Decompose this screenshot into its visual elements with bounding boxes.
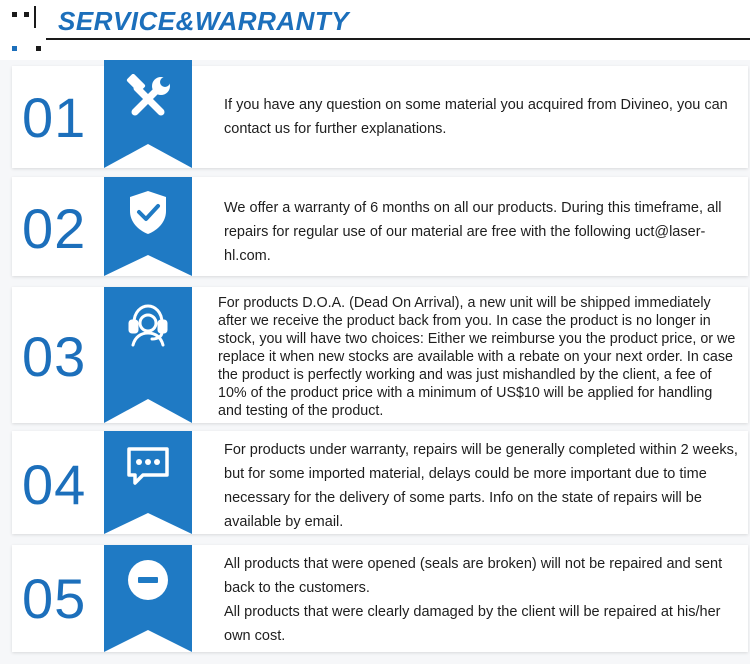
service-item [12,66,748,168]
section-header [0,0,750,60]
item-ribbon [104,60,192,168]
service-item [12,287,748,423]
header-underline [46,38,750,40]
minus-circle-icon [123,555,173,605]
service-item [12,431,748,534]
item-ribbon [104,545,192,652]
item-paragraph: All products that were opened (seals are broken) will not be repaired and sent back to the customers. [224,556,723,596]
item-paragraph: If you have any question on some material you acquired from Divineo, you can contact us for further explanations. [224,97,728,137]
item-number: 03 [22,325,87,388]
chat-bubble-icon [123,441,173,491]
header-decor-square [24,12,29,17]
tools-icon [123,74,173,124]
item-paragraph: For products under warranty, repairs will be generally completed within 2 weeks, but for some imported material, delays could be more important due to time necessary for the delivery of some parts. Info on the state of repairs will be available by email. [224,442,738,530]
item-text [224,438,740,534]
item-paragraph: For products D.O.A. (Dead On Arrival), a new unit will be shipped immediately after we receive the product back from you. In case the product is no longer in stock, you will have two choices: Either we reimburse you the product price, or we replace it when new stocks are available with a rebate on your next order. In case the product is perfectly working and was just mishandled by the client, a fee of 10% of the product price with a minimum of US$10 will be applied for handling and testing of the product. [218,295,736,419]
item-ribbon [104,177,192,276]
item-number: 04 [22,453,87,516]
item-number: 05 [22,567,87,630]
service-item [12,177,748,276]
item-paragraph: We offer a warranty of 6 months on all our products. During this timeframe, all repairs for regular use of our material are free with the following uct@laser-hl.com. [224,200,722,264]
header-decor-square [12,12,17,17]
shield-check-icon [123,187,173,237]
header-decor-square [12,46,17,51]
item-paragraph: All products that were clearly damaged by the client will be repaired at his/her own cost. [224,604,721,644]
service-item [12,545,748,652]
header-decor-square [36,46,41,51]
item-text [224,196,740,268]
item-text [224,552,740,648]
item-text [218,294,740,420]
headset-icon [123,299,173,349]
header-decor-line [34,6,36,28]
item-text [224,93,740,141]
item-ribbon [104,431,192,534]
item-number: 02 [22,197,87,260]
item-ribbon [104,287,192,423]
page-title: SERVICE&WARRANTY [58,6,350,36]
item-number: 01 [22,86,87,149]
